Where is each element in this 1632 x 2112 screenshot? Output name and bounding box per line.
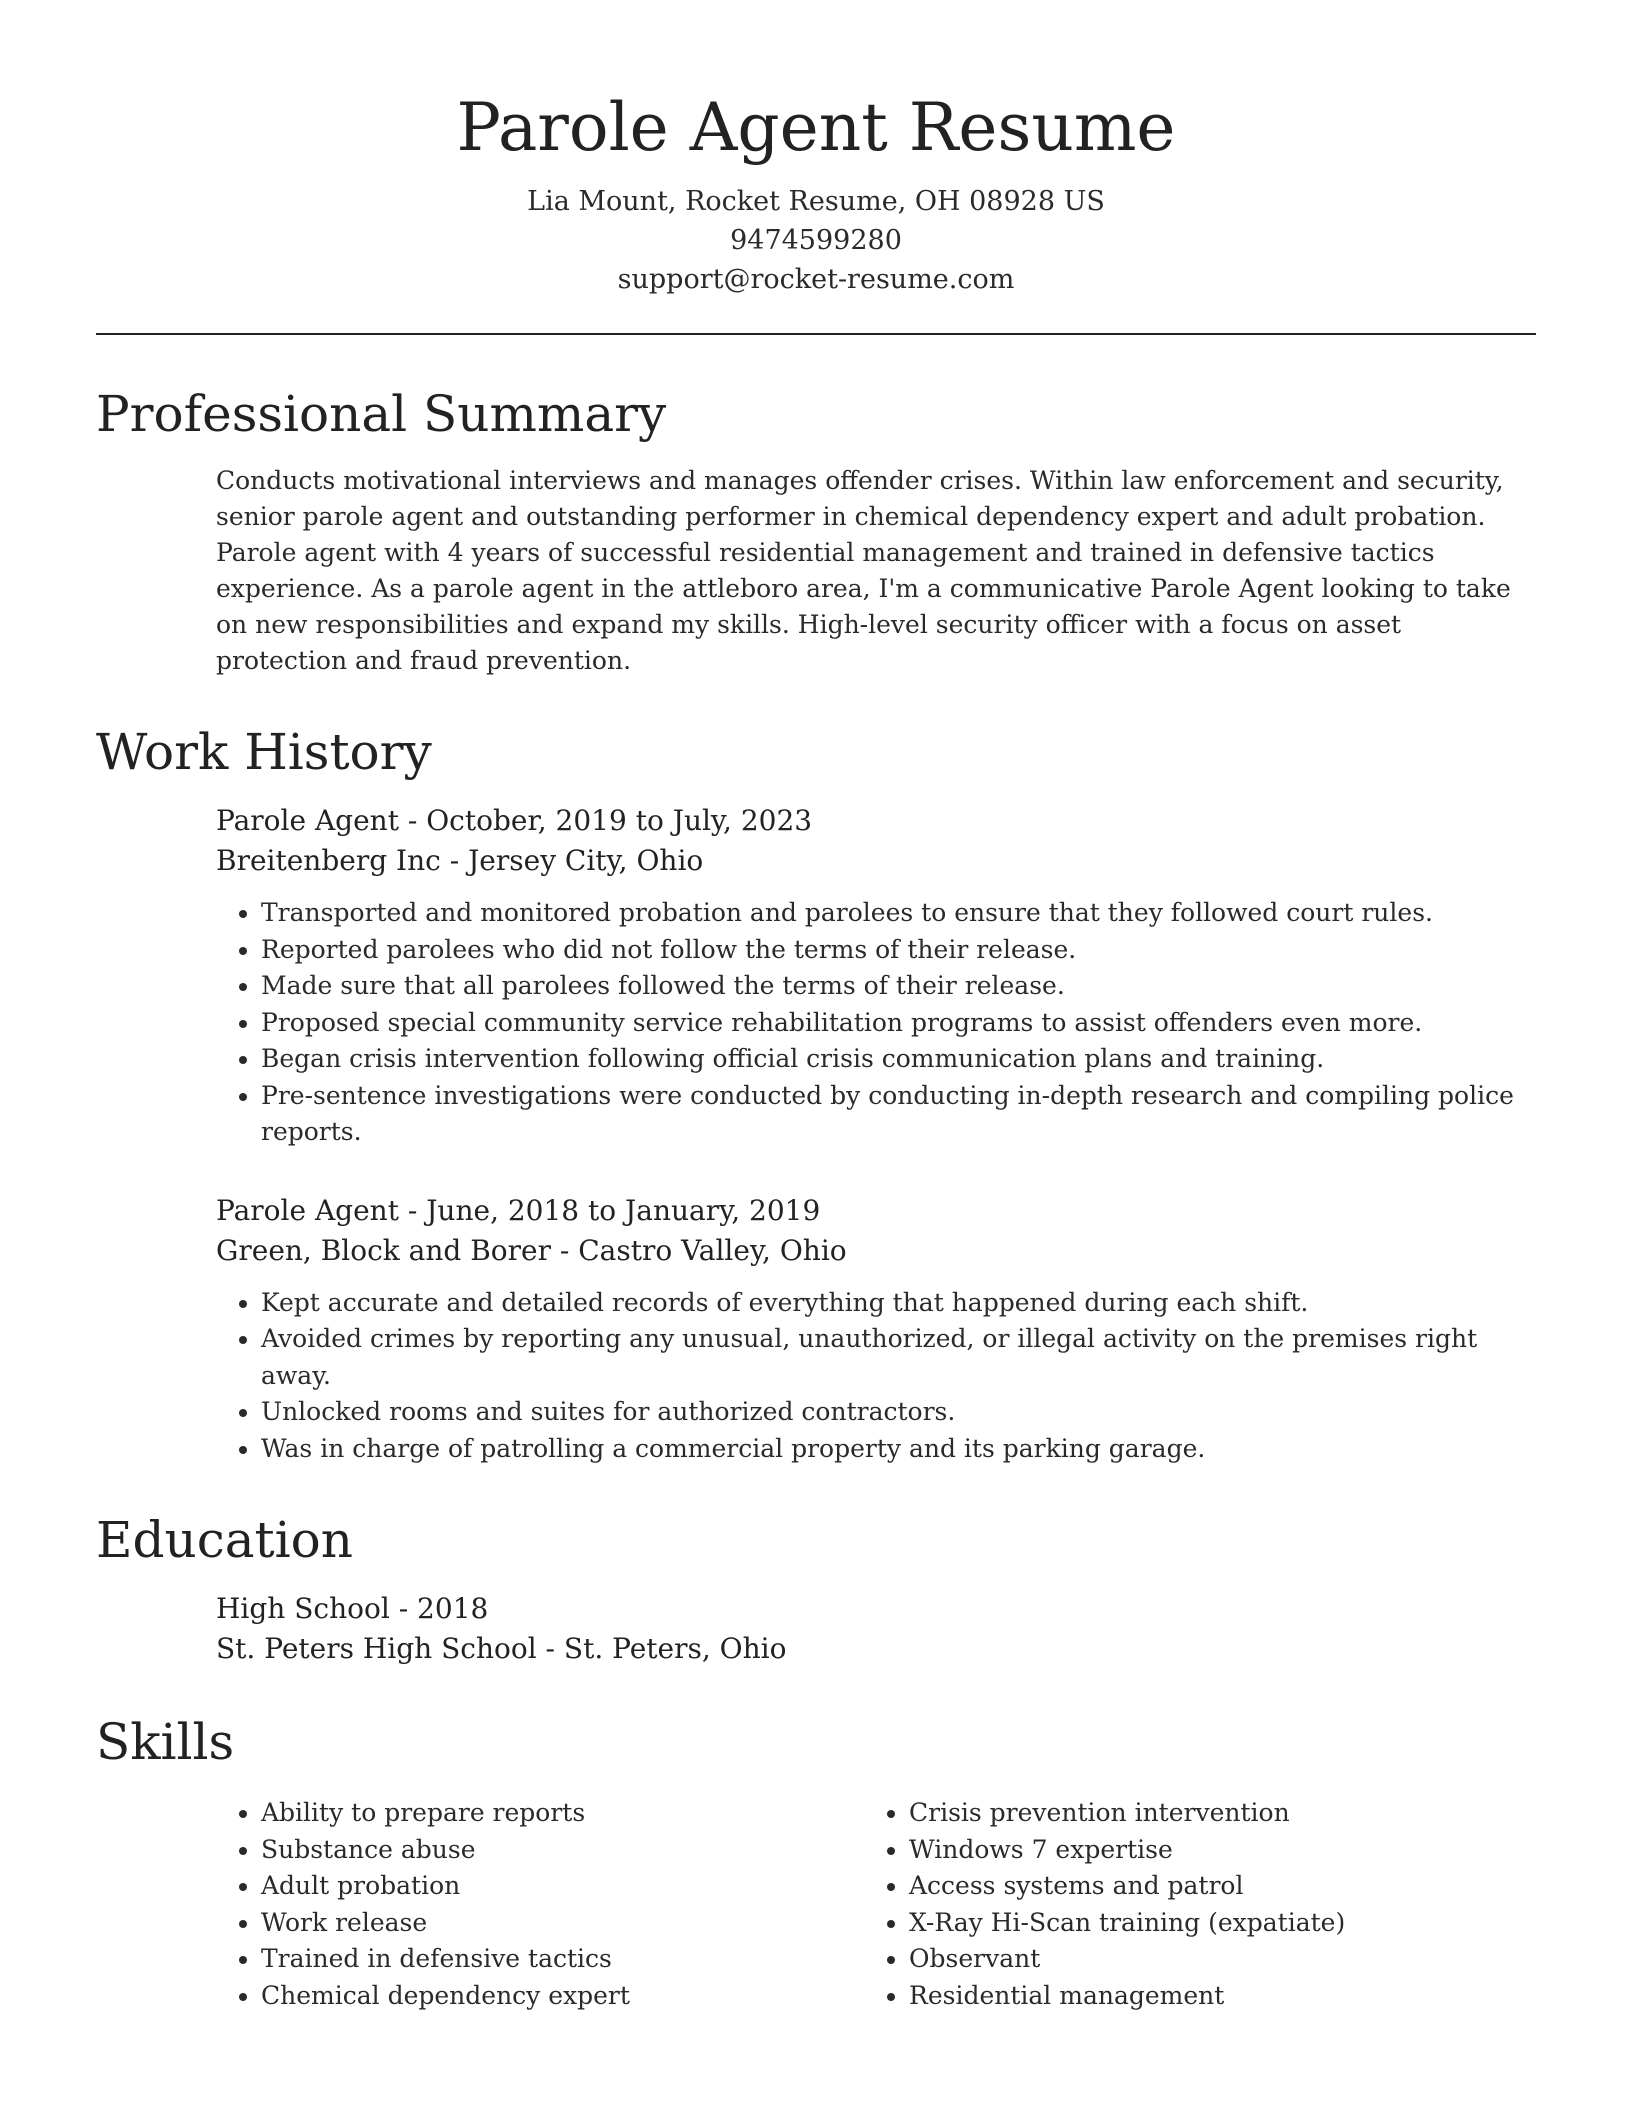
list-item: • Unlocked rooms and suites for authorized contractors. <box>261 1394 1536 1431</box>
contact-block <box>96 182 1536 299</box>
contact-phone: 9474599280 <box>730 225 902 256</box>
contact-address: Lia Mount, Rocket Resume, OH 08928 US <box>527 186 1105 217</box>
header-divider <box>96 333 1536 335</box>
resume-header <box>96 0 1536 299</box>
skills-list-left <box>216 1795 864 2014</box>
list-item: • Windows 7 expertise <box>909 1832 1512 1869</box>
education-heading: Education <box>96 1511 353 1569</box>
list-item: • Began crisis intervention following official crisis communication plans and training. <box>261 1041 1536 1078</box>
list-item: • Crisis prevention intervention <box>909 1795 1512 1832</box>
list-item: • Substance abuse <box>261 1832 864 1869</box>
education-degree-line: High School - 2018 <box>216 1592 489 1625</box>
job-title-line: Parole Agent - June, 2018 to January, 2019 <box>216 1193 821 1227</box>
list-item: • Made sure that all parolees followed the terms of their release. <box>261 968 1536 1005</box>
skills-column-left <box>216 1795 864 2014</box>
skills-section <box>96 1707 1536 2014</box>
summary-text: Conducts motivational interviews and manages offender crises. Within law enforcement and security, senior parole agent and outstanding performer in chemical dependency expert and adult probation. Parole agent with 4 years of successful residential management and trained in defensive tactics experience. As a parole agent in the attleboro area, I'm a communicative Parole Agent looking to take on new responsibilities and expand my skills. High-level security officer with a focus on asset protection and fraud prevention. <box>216 466 1511 675</box>
work-history-section <box>96 717 1536 1467</box>
list-item: • Reported parolees who did not follow the terms of their release. <box>261 932 1536 969</box>
job-company-line: Breitenberg Inc - Jersey City, Ohio <box>216 844 704 877</box>
list-item: • Kept accurate and detailed records of everything that happened during each shift. <box>261 1285 1536 1322</box>
contact-email: support@rocket-resume.com <box>617 264 1015 295</box>
list-item: • Transported and monitored probation and parolees to ensure that they followed court rules. <box>261 895 1536 932</box>
job-duties-list <box>216 895 1536 1151</box>
job-title-line: Parole Agent - October, 2019 to July, 2023 <box>216 804 813 837</box>
education-school-line: St. Peters High School - St. Peters, Ohio <box>216 1632 787 1665</box>
list-item: • Ability to prepare reports <box>261 1795 864 1832</box>
work-history-heading: Work History <box>96 723 432 781</box>
list-item: • Pre-sentence investigations were conducted by conducting in-depth research and compiling police reports. <box>261 1078 1536 1151</box>
summary-heading: Professional Summary <box>96 385 667 443</box>
list-item: • X-Ray Hi-Scan training (expatiate) <box>909 1905 1512 1942</box>
list-item: • Avoided crimes by reporting any unusual, unauthorized, or illegal activity on the premises right away. <box>261 1321 1536 1394</box>
job-company-line: Green, Block and Borer - Castro Valley, Ohio <box>216 1233 847 1267</box>
list-item: • Work release <box>261 1905 864 1942</box>
list-item: • Chemical dependency expert <box>261 1978 864 2015</box>
job-entry <box>216 801 1536 1151</box>
education-section <box>96 1505 1536 1669</box>
skills-list-right <box>864 1795 1512 2014</box>
list-item: • Residential management <box>909 1978 1512 2015</box>
job-entry <box>216 1191 1536 1468</box>
job-duties-list <box>216 1285 1536 1468</box>
list-item: • Access systems and patrol <box>909 1868 1512 1905</box>
list-item: • Observant <box>909 1941 1512 1978</box>
list-item: • Was in charge of patrolling a commercial property and its parking garage. <box>261 1431 1536 1468</box>
summary-section <box>96 379 1536 679</box>
skills-grid <box>216 1795 1536 2014</box>
list-item: • Proposed special community service rehabilitation programs to assist offenders even more. <box>261 1005 1536 1042</box>
resume-title: Parole Agent Resume <box>456 89 1176 166</box>
list-item: • Trained in defensive tactics <box>261 1941 864 1978</box>
list-item: • Adult probation <box>261 1868 864 1905</box>
skills-heading: Skills <box>96 1713 235 1771</box>
skills-column-right <box>864 1795 1512 2014</box>
